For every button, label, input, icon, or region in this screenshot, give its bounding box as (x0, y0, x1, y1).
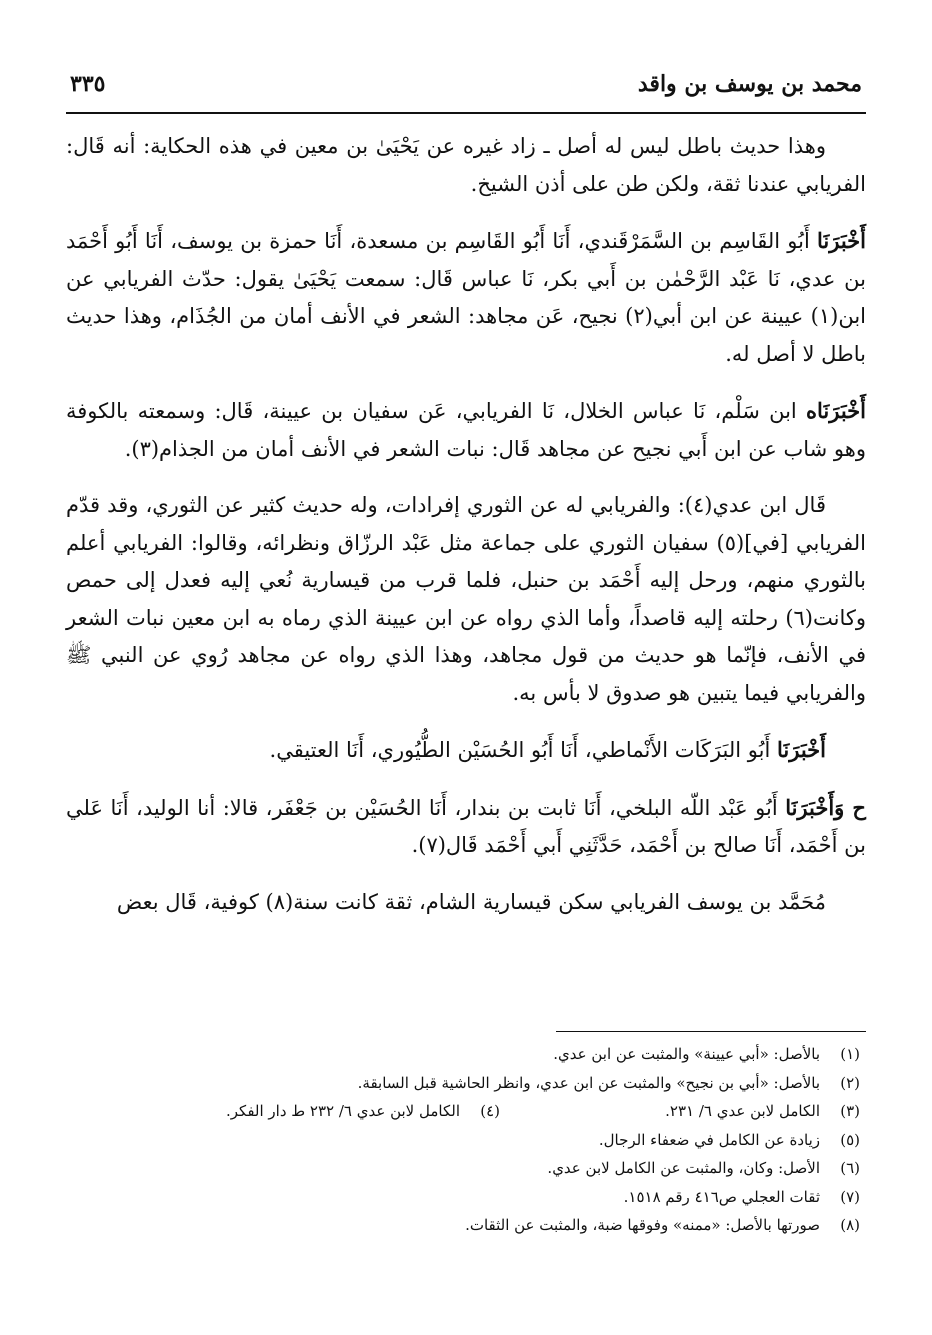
footnote-rule (556, 1031, 866, 1032)
paragraph-text: أَبُو القَاسِم بن السَّمَرْقَندي، أَنَا أَبُو القَاسِم بن مسعدة، أَنَا حمزة بن يوسف، أَنَا أَبُو أَحْمَد بن عدي، نَا عَبْد الرَّحْمٰن بن أَبي بكر، نَا عباس قَال: سمعت يَحْيَىٰ يقول: حدّث الفريابي عن ابن(١) عيينة عن ابن أبي(٢) نجيح، عَن مجاهد: الشعر في الأنف أمان من الجُذَام، وهذا حديث باطل لا أصل له. (66, 229, 866, 366)
running-title: محمد بن يوسف بن واقد (637, 71, 862, 97)
paragraph-text: ابن سَلْم، نَا عباس الخلال، نَا الفريابي، عَن سفيان بن عيينة، قَال: وسمعته بالكوفة وهو شاب عن ابن أَبي نجيح عن مجاهد قَال: نبات الشعر في الأنف أمان من الجذام(٣). (66, 399, 866, 461)
footnote-text: صورتها بالأصل: «ممنه» وفوقها ضبة، والمثبت عن الثقات. (465, 1216, 820, 1234)
paragraph-2 (66, 222, 866, 373)
footnote (66, 1154, 866, 1183)
paragraph-5 (66, 731, 866, 770)
footnote (66, 1211, 866, 1240)
paragraph-7 (66, 884, 866, 922)
footnote-number: (٢) (840, 1073, 860, 1092)
narration-lead: أَخْبَرَنَا (817, 228, 866, 253)
paragraph-text: وهذا حديث باطل ليس له أصل ـ زاد غيره عن يَحْيَىٰ بن معين في هذه الحكاية: أنه قَال: الفريابي عندنا ثقة، ولكن طن على أذن الشيخ. (66, 134, 866, 196)
footnote-text: بالأصل: «أبي بن نجيح» والمثبت عن ابن عدي، وانظر الحاشية قبل السابقة. (357, 1073, 820, 1092)
footnote (66, 1183, 866, 1212)
footnote (66, 1126, 866, 1155)
footnote-number: (٣) (840, 1102, 860, 1120)
paragraph-4 (66, 487, 866, 712)
footnote (66, 1069, 866, 1098)
footnote-number: (٨) (840, 1216, 860, 1234)
paragraph-text: مُحَمَّد بن يوسف الفريابي سكن قيسارية الشام، ثقة كانت سنة(٨) كوفية، قَال بعض (116, 889, 826, 914)
paragraph-text: أَبُو البَرَكَات الأَنْماطي، أَنَا أَبُو الحُسَيْن الطُّيُوري، أَنَا العتيقي. (269, 738, 771, 762)
main-text (66, 128, 866, 940)
footnote-text: الكامل لابن عدي ٦/ ٢٣٢ ط دار الفكر. (226, 1102, 460, 1120)
page-number: ٣٣٥ (70, 71, 106, 97)
paragraph-text: قَال ابن عدي(٤): والفريابي له عن الثوري إفرادات، وله حديث كثير عن الثوري، وقد قدّم الفريابي [في](٥) سفيان الثوري على جماعة مثل عَبْد الرزّاق ونظرائه، وقالوا: الفريابي أعلم بالثوري منهم، ورحل إليه أَحْمَد بن حنبل، فلما قرب من قيسارية نُعي إليه فعدل إلى حمص وكانت(٦) رحلته إليه قاصداً، وأما الذي رواه عن ابن عيينة الذي رماه به ابن معين نبات الشعر في الأنف، فإنّما هو حديث من قول مجاهد، وهذا الذي رواه عن مجاهد رُوي عن النبي ﷺ والفريابي فيما يتبين هو صدوق لا بأس به. (66, 493, 866, 705)
footnote-number: (٦) (840, 1159, 860, 1177)
paragraph-3 (66, 392, 866, 468)
footnote (506, 1097, 866, 1126)
footnote-number: (١) (840, 1045, 860, 1063)
footnote-pair (66, 1097, 866, 1126)
narration-lead: ح وَأَخْبَرَنَا (785, 794, 866, 820)
footnote-text: زيادة عن الكامل في ضعفاء الرجال. (598, 1130, 820, 1149)
footnotes (66, 1040, 866, 1240)
footnote-number: (٤) (480, 1102, 500, 1120)
header-rule (66, 112, 866, 114)
footnote-text: ثقات العجلي ص٤١٦ رقم ١٥١٨. (623, 1187, 820, 1206)
footnote (226, 1097, 506, 1126)
footnote-text: بالأصل: «أبي عيينة» والمثبت عن ابن عدي. (553, 1045, 820, 1063)
paragraph-1 (66, 128, 866, 203)
paragraph-6 (66, 789, 866, 865)
narration-lead: أَخْبَرَنَا (777, 737, 826, 762)
footnote-text: الأصل: وكان، والمثبت عن الكامل لابن عدي. (547, 1159, 820, 1177)
footnote-number: (٥) (840, 1130, 860, 1149)
footnote-text: الكامل لابن عدي ٦/ ٢٣١. (665, 1102, 820, 1120)
footnote (66, 1040, 866, 1069)
page-header (70, 64, 862, 104)
paragraph-text: أَبُو عَبْد اللّه البلخي، أَنَا ثابت بن بندار، أَنَا الحُسَيْن بن جَعْفَر، قالا: أنا الوليد، أَنَا عَلي بن أَحْمَد، أَنَا صالح بن أَحْمَد، حَدَّثَنِي أَبي أَحْمَد قَال(٧). (66, 795, 866, 857)
narration-lead: أَخْبَرَنَاه (806, 398, 866, 423)
footnote-number: (٧) (840, 1187, 860, 1206)
